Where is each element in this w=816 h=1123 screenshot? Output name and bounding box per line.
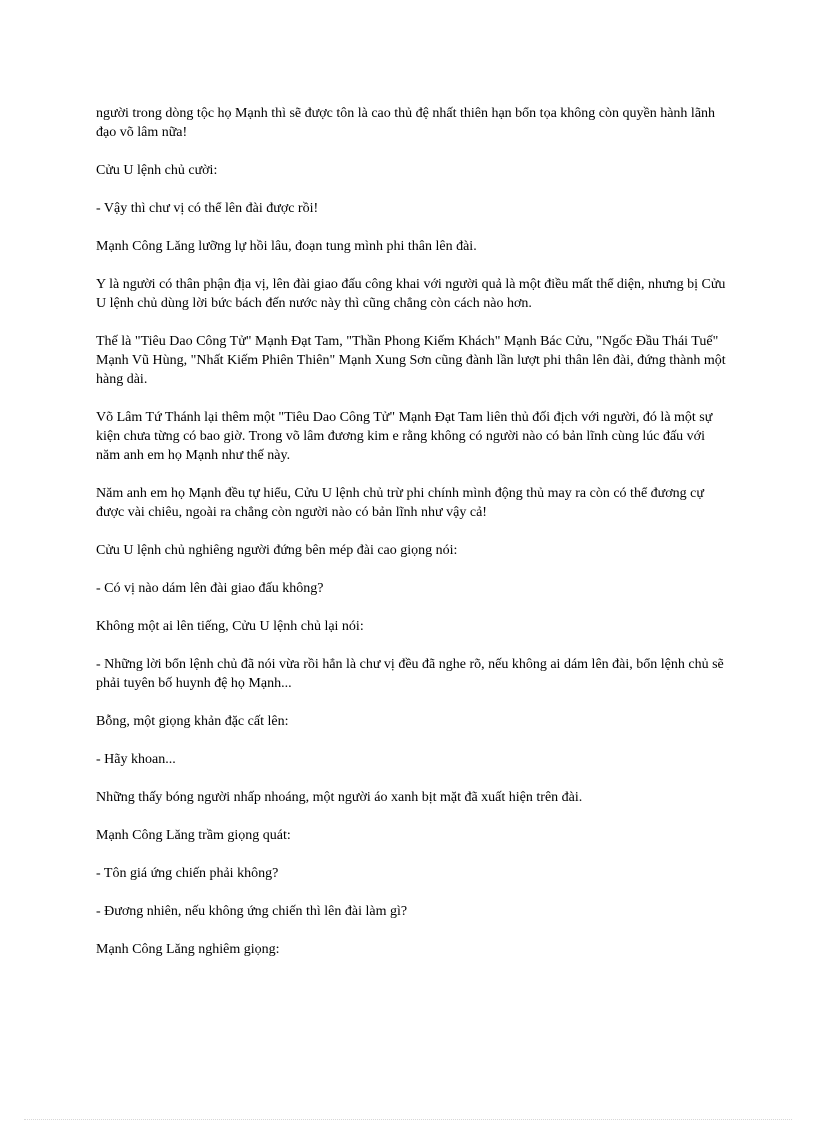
paragraph: Bỗng, một giọng khản đặc cất lên: xyxy=(96,714,289,729)
paragraph: Y là người có thân phận địa vị, lên đài giao đấu công khai với người quả là một điều mất thể diện, nhưng bị Cửu U lệnh chủ dùng lời bức bách đến nước này thì cũng chẳng còn cách nào hơn. xyxy=(96,277,726,311)
document-body xyxy=(96,104,726,978)
paragraph: Những thấy bóng người nhấp nhoáng, một người áo xanh bịt mặt đã xuất hiện trên đài. xyxy=(96,790,583,805)
paragraph: Không một ai lên tiếng, Cửu U lệnh chủ lại nói: xyxy=(96,619,364,634)
paragraph: - Tôn giá ứng chiến phải không? xyxy=(96,866,279,881)
paragraph: Cửu U lệnh chủ nghiêng người đứng bên mép đài cao giọng nói: xyxy=(96,543,458,558)
paragraph: người trong dòng tộc họ Mạnh thì sẽ được tôn là cao thủ đệ nhất thiên hạn bổn tọa không còn quyền hành lãnh đạo võ lâm nữa! xyxy=(96,106,716,140)
paragraph: - Đương nhiên, nếu không ứng chiến thì lên đài làm gì? xyxy=(96,904,408,919)
paragraph: Năm anh em họ Mạnh đều tự hiểu, Cửu U lệnh chủ trừ phi chính mình động thủ may ra còn có thể đương cự được vài chiêu, ngoài ra chẳng còn người nào có bản lĩnh như vậy cả! xyxy=(96,486,704,520)
paragraph: Thế là "Tiêu Dao Công Tử" Mạnh Đạt Tam, "Thần Phong Kiếm Khách" Mạnh Bác Cửu, "Ngốc Đầu Thái Tuế" Mạnh Vũ Hùng, "Nhất Kiếm Phiên Thiên" Mạnh Xung Sơn cũng đành lần lượt phi thân lên đài, đứng thành một hàng dài. xyxy=(96,334,726,387)
paragraph: Mạnh Công Lăng nghiêm giọng: xyxy=(96,942,280,957)
paragraph: - Vậy thì chư vị có thể lên đài được rồi! xyxy=(96,201,319,216)
page-bottom-divider xyxy=(24,1119,792,1120)
paragraph: - Những lời bổn lệnh chủ đã nói vừa rồi hẳn là chư vị đều đã nghe rõ, nếu không ai dám lên đài, bổn lệnh chủ sẽ phải tuyên bố huynh đệ họ Mạnh... xyxy=(96,657,724,691)
paragraph: Mạnh Công Lăng trầm giọng quát: xyxy=(96,828,291,843)
paragraph: - Có vị nào dám lên đài giao đấu không? xyxy=(96,581,324,596)
paragraph: Cửu U lệnh chủ cười: xyxy=(96,163,218,178)
paragraph: Mạnh Công Lăng lưỡng lự hồi lâu, đoạn tung mình phi thân lên đài. xyxy=(96,239,477,254)
paragraph: - Hãy khoan... xyxy=(96,752,176,767)
paragraph: Võ Lâm Tứ Thánh lại thêm một "Tiêu Dao Công Tử" Mạnh Đạt Tam liên thủ đối địch với người, đó là một sự kiện chưa từng có bao giờ. Trong võ lâm đương kim e rằng không có người nào có bản lĩnh cùng lúc đấu với năm anh em họ Mạnh như thế này. xyxy=(96,410,713,463)
